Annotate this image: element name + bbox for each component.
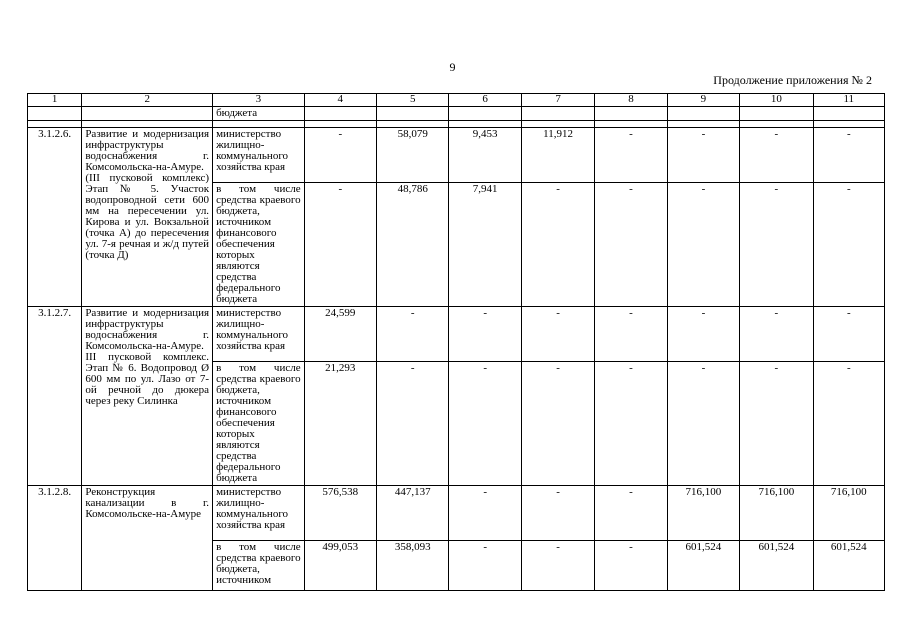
value-cell: 24,599 [304, 307, 376, 362]
column-number: 6 [449, 94, 521, 107]
column-number: 7 [521, 94, 594, 107]
value-cell: - [595, 541, 667, 591]
value-cell: - [595, 128, 667, 183]
value-cell [449, 107, 521, 121]
value-cell: - [377, 362, 449, 486]
value-cell: - [813, 183, 884, 307]
code-cell [28, 107, 82, 121]
funding-source: в том числе средства краевого бюджета, источником финансового обеспечения которых являются средства федерального бюджета [213, 362, 305, 486]
item-code: 3.1.2.6. [28, 128, 82, 307]
value-cell: - [521, 362, 594, 486]
value-cell: - [304, 183, 376, 307]
column-number: 4 [304, 94, 376, 107]
column-number: 8 [595, 94, 667, 107]
name-cell [82, 107, 213, 121]
value-cell: - [667, 183, 739, 307]
item-code: 3.1.2.7. [28, 307, 82, 486]
value-cell: 447,137 [377, 486, 449, 541]
value-cell: - [521, 541, 594, 591]
value-cell: 601,524 [667, 541, 739, 591]
value-cell: - [521, 486, 594, 541]
spacer-cell [377, 121, 449, 128]
value-cell: - [813, 362, 884, 486]
item-name: Развитие и модернизация инфраструктуры водоснабжения г. Комсомольска-на-Амуре. III пусковой комплекс. Этап № 6. Водопровод Ø 600 мм по ул. Лазо от 7-ой речной до дюкера через реку Силинка [82, 307, 213, 486]
value-cell: 716,100 [813, 486, 884, 541]
value-cell [521, 107, 594, 121]
value-cell: - [449, 307, 521, 362]
spacer-cell [28, 121, 82, 128]
value-cell: 48,786 [377, 183, 449, 307]
spacer-cell [449, 121, 521, 128]
value-cell: 499,053 [304, 541, 376, 591]
spacer-cell [667, 121, 739, 128]
value-cell [304, 107, 376, 121]
budget-table [27, 93, 885, 591]
table-row [28, 307, 885, 362]
item-code: 3.1.2.8. [28, 486, 82, 591]
table-row [28, 486, 885, 541]
value-cell: - [813, 307, 884, 362]
value-cell: 21,293 [304, 362, 376, 486]
value-cell: - [304, 128, 376, 183]
value-cell [740, 107, 813, 121]
value-cell: - [595, 486, 667, 541]
funding-source: министерство жилищно-коммунального хозяйства края [213, 128, 305, 183]
value-cell: - [813, 128, 884, 183]
value-cell: - [521, 183, 594, 307]
value-cell: - [521, 307, 594, 362]
item-name: Реконструкция канализации в г. Комсомольске-на-Амуре [82, 486, 213, 591]
continued-row [28, 107, 885, 121]
value-cell: 7,941 [449, 183, 521, 307]
page-number: 9 [449, 60, 456, 74]
funding-source: в том числе средства краевого бюджета, источником [213, 541, 305, 591]
value-cell: 601,524 [740, 541, 813, 591]
value-cell: - [667, 362, 739, 486]
spacer-cell [213, 121, 305, 128]
spacer-row [28, 121, 885, 128]
funding-source: в том числе средства краевого бюджета, источником финансового обеспечения которых являются средства федерального бюджета [213, 183, 305, 307]
column-number: 2 [82, 94, 213, 107]
value-cell: - [595, 183, 667, 307]
column-number: 9 [667, 94, 739, 107]
value-cell: - [595, 307, 667, 362]
spacer-cell [304, 121, 376, 128]
value-cell: - [449, 362, 521, 486]
value-cell [595, 107, 667, 121]
value-cell: 576,538 [304, 486, 376, 541]
continuation-caption: Продолжение приложения № 2 [713, 73, 872, 87]
value-cell [813, 107, 884, 121]
spacer-cell [740, 121, 813, 128]
item-name: Развитие и модернизация инфраструктуры водоснабжения г. Комсомольска-на-Амуре. (III пусковой комплекс) Этап № 5. Участок водопроводной сети 600 мм на пересечении ул. Кирова и ул. Вокзальной (точка А) до пересечения ул. 7-я речная и ж/д путей (точка Д) [82, 128, 213, 307]
value-cell: - [740, 128, 813, 183]
spacer-cell [595, 121, 667, 128]
value-cell: - [449, 541, 521, 591]
funding-source: министерство жилищно-коммунального хозяйства края [213, 486, 305, 541]
value-cell: - [740, 362, 813, 486]
value-cell: - [667, 307, 739, 362]
value-cell: - [449, 486, 521, 541]
value-cell: - [595, 362, 667, 486]
column-number: 3 [213, 94, 305, 107]
funding-source: министерство жилищно-коммунального хозяйства края [213, 307, 305, 362]
value-cell: 9,453 [449, 128, 521, 183]
column-number: 10 [740, 94, 813, 107]
source-cell: бюджета [213, 107, 305, 121]
value-cell: 358,093 [377, 541, 449, 591]
value-cell: 601,524 [813, 541, 884, 591]
value-cell: 11,912 [521, 128, 594, 183]
column-number: 11 [813, 94, 884, 107]
value-cell [377, 107, 449, 121]
value-cell: - [377, 307, 449, 362]
spacer-cell [82, 121, 213, 128]
value-cell: 716,100 [740, 486, 813, 541]
spacer-cell [813, 121, 884, 128]
column-number-row [28, 94, 885, 107]
value-cell [667, 107, 739, 121]
table-row [28, 128, 885, 183]
value-cell: 58,079 [377, 128, 449, 183]
value-cell: 716,100 [667, 486, 739, 541]
spacer-cell [521, 121, 594, 128]
value-cell: - [740, 183, 813, 307]
column-number: 5 [377, 94, 449, 107]
value-cell: - [740, 307, 813, 362]
column-number: 1 [28, 94, 82, 107]
value-cell: - [667, 128, 739, 183]
